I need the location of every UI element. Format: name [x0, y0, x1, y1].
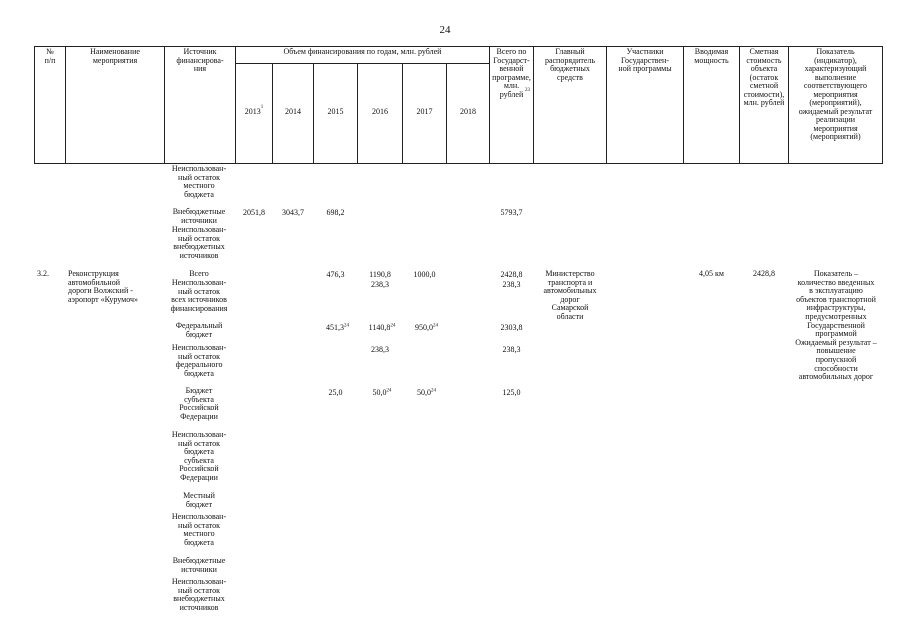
- source-extra-budget: Внебюджетные источники: [172, 556, 226, 574]
- year-2013-label: 2013: [244, 107, 261, 116]
- source-total: Всего: [189, 269, 209, 278]
- subject-2016-value: 50,0: [372, 388, 387, 397]
- unused-federal-total: 238,3: [502, 345, 521, 354]
- col-divider: [235, 46, 236, 164]
- source-unused-federal: Неиспользован- ный остаток федерального бюджета: [171, 343, 227, 378]
- unused-federal-2016: 238,3: [371, 345, 389, 354]
- header-year-2015: 2015: [327, 107, 344, 116]
- header-capacity: Вводимая мощность: [694, 47, 729, 65]
- subject-2017: [405, 388, 448, 397]
- source-local: Местный бюджет: [183, 491, 215, 509]
- unused-total-2016: 238,3: [371, 280, 389, 289]
- federal-2015: [316, 323, 359, 332]
- footnote-24: 24: [390, 323, 396, 329]
- header-year-2014: 2014: [285, 107, 301, 116]
- total-2016: 1190,8: [369, 270, 391, 279]
- item-name: Реконструкция автомобильной дороги Волжский - аэропорт «Курумоч»: [68, 269, 139, 304]
- subject-2016: [360, 388, 404, 397]
- source-extra-budget: Внебюджетные источники: [172, 207, 226, 225]
- subject-2015: 25,0: [328, 388, 343, 397]
- total-2017: 1000,0: [413, 270, 436, 279]
- item-capacity: 4,05 км: [699, 269, 724, 278]
- federal-total: 2303,8: [500, 323, 523, 332]
- header-year-2018: 2018: [460, 107, 476, 116]
- footnote-24: 24: [431, 388, 436, 394]
- total-2015: 476,3: [326, 270, 345, 279]
- footnote-24: 24: [344, 323, 349, 329]
- header-estimated-cost: Сметная стоимость объекта (остаток сметной стоимости), млн. рублей: [743, 47, 785, 107]
- unused-total-all: 238,3: [502, 280, 521, 289]
- carryover-total: 5793,7: [500, 208, 523, 217]
- source-unused-extra-budget: Неиспользован- ный остаток внебюджетных источников: [171, 577, 227, 612]
- federal-2015-value: 451,3: [326, 323, 344, 332]
- source-subject: Бюджет субъекта Российской Федерации: [179, 386, 219, 421]
- subject-2017-value: 50,0: [417, 388, 431, 397]
- item-number: 3.2.: [37, 269, 49, 278]
- page-number: 24: [439, 24, 451, 36]
- header-bottom-border: [34, 163, 883, 164]
- source-unused-subject: Неиспользован- ный остаток бюджета субъекта Российской Федерации: [171, 430, 227, 482]
- footnote-24: 24: [433, 323, 438, 329]
- header-name: Наименование мероприятия: [90, 47, 140, 65]
- header-year-2016: 2016: [372, 107, 388, 116]
- header-indicator: Показатель (индикатор), характеризующий выполнение соответствующего мероприятия (мероприятий), ожидаемый результат реализации мероприятия (мероприятий): [798, 47, 873, 141]
- header-source: Источник финансирова- ния: [176, 47, 224, 73]
- header-no: № п/п: [44, 47, 56, 65]
- carryover-2014: 3043,7: [282, 208, 304, 217]
- header-year-2017: 2017: [416, 107, 433, 116]
- source-federal: Федеральный бюджет: [175, 321, 223, 339]
- federal-2016-value: 1140,8: [368, 323, 391, 332]
- federal-2016: [360, 323, 404, 332]
- header-total: Всего по Государст- венной программе, млн. рублей $^{23}$: [492, 47, 531, 99]
- subject-total: 125,0: [502, 388, 521, 397]
- item-estimated-cost: 2428,8: [753, 269, 775, 278]
- item-manager: Министерство транспорта и автомобильных дорог Самарской области: [543, 269, 597, 321]
- source-unused-total: Неиспользован- ный остаток всех источников финансирования: [170, 278, 228, 313]
- header-funding-group: Объем финансирования по годам, млн. рублей: [283, 47, 442, 56]
- source-unused-extra-budget: Неиспользован- ный остаток внебюджетных источников: [171, 225, 227, 260]
- header-manager: Главный распорядитель бюджетных средств: [544, 47, 596, 82]
- header-year-2013: 2013 1: [244, 105, 264, 116]
- carryover-2015: 698,2: [326, 208, 345, 217]
- source-unused-local: Неиспользован- ный остаток местного бюджета: [171, 164, 227, 199]
- header-participants: Участники Государствен- ной программы: [618, 47, 672, 73]
- item-indicator: Показатель – количество введенных в эксплуатацию объектов транспортной инфраструктуры, предусмотренных Государственной программой Ожидаемый результат – повышение пропускной способности автомобильных дорог: [795, 269, 877, 382]
- funding-group-divider: [235, 63, 489, 64]
- footnote-24: 24: [386, 388, 392, 394]
- federal-2017: [405, 323, 448, 332]
- source-unused-local: Неиспользован- ный остаток местного бюджета: [171, 512, 227, 547]
- total-all: 2428,8: [500, 270, 523, 279]
- carryover-2013: 2051,8: [243, 208, 265, 217]
- col-divider: [882, 46, 883, 164]
- federal-2017-value: 950,0: [415, 323, 433, 332]
- header-total-label: Всего по Государст- венной программе, млн. рублей: [492, 47, 531, 99]
